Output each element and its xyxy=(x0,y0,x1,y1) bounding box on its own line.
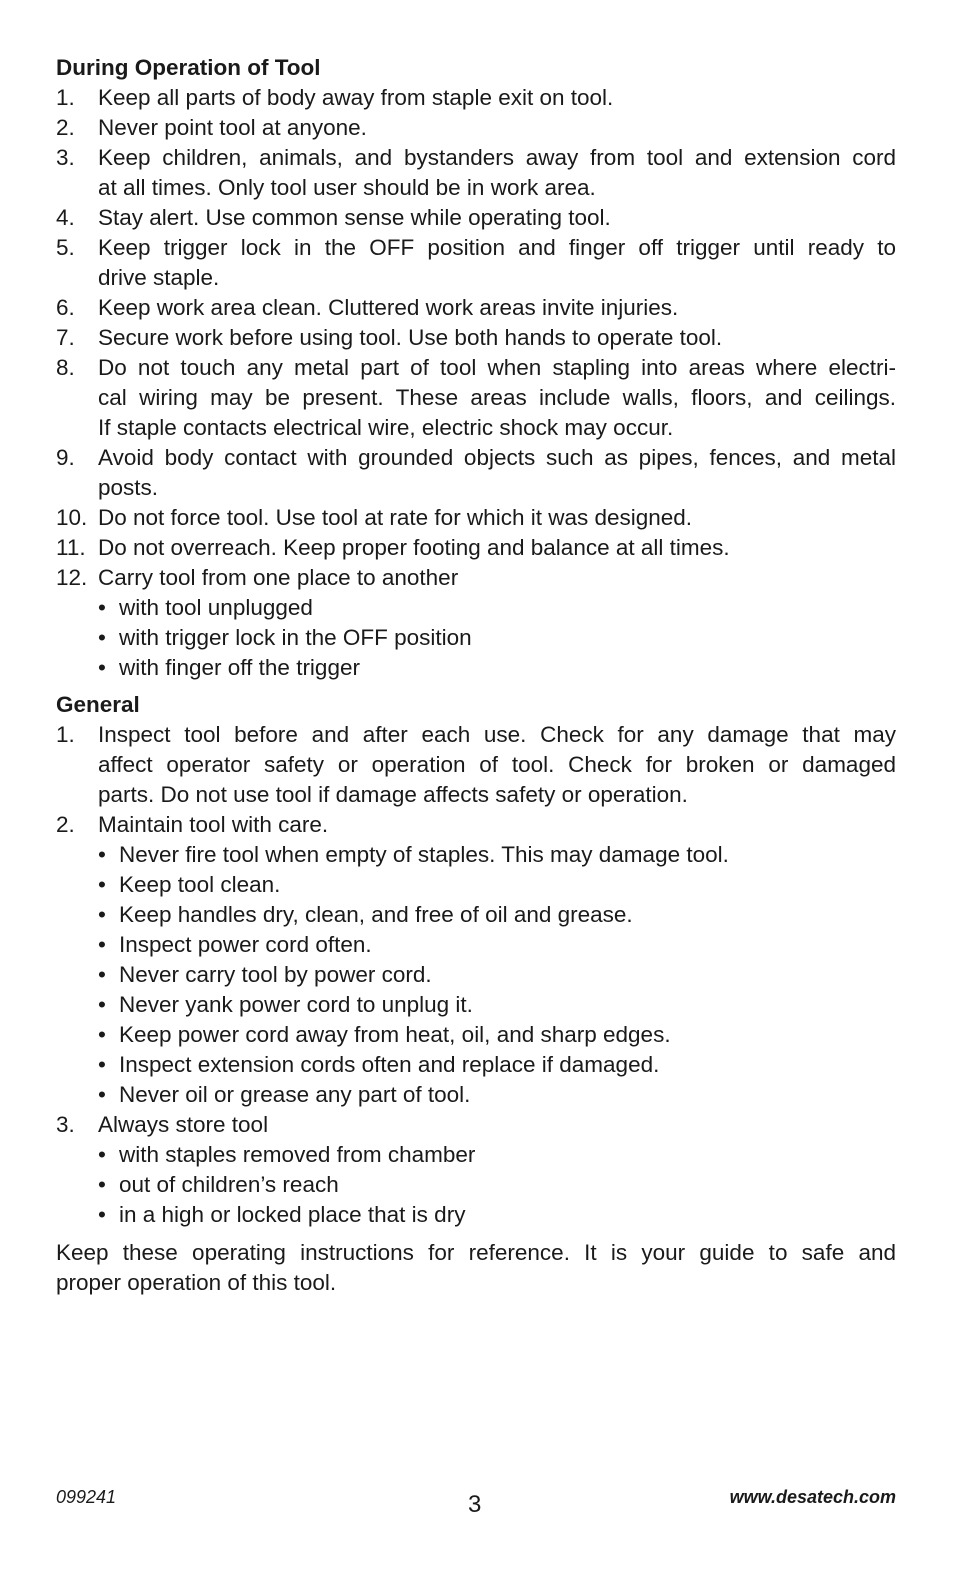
bullet-item: with tool unplugged xyxy=(119,595,313,620)
bullet-icon: • xyxy=(98,1052,106,1077)
bullet-icon: • xyxy=(98,842,106,867)
list-item-text: Always store tool xyxy=(98,1112,269,1137)
list-item-number: 2. xyxy=(56,115,75,140)
bullet-item: with finger off the trigger xyxy=(119,655,360,680)
list-item-number: 12. xyxy=(56,565,88,590)
list-item-text: If staple contacts electrical wire, electric shock may occur. xyxy=(98,415,674,440)
list-item-text: Carry tool from one place to another xyxy=(98,565,459,590)
bullet-item: Never carry tool by power cord. xyxy=(119,962,432,987)
list-item-text: posts. xyxy=(98,475,159,500)
bullet-icon: • xyxy=(98,1202,106,1227)
bullet-item: in a high or locked place that is dry xyxy=(119,1202,466,1227)
bullet-icon: • xyxy=(98,655,106,680)
bullet-item: with staples removed from chamber xyxy=(119,1142,476,1167)
bullet-icon: • xyxy=(98,992,106,1017)
bullet-item: Keep handles dry, clean, and free of oil and grease. xyxy=(119,902,633,927)
list-item-text: Avoid body contact with grounded objects such as pipes, fences, and metal xyxy=(98,445,896,470)
list-item-number: 2. xyxy=(56,812,75,837)
bullet-item: Keep power cord away from heat, oil, and sharp edges. xyxy=(119,1022,671,1047)
list-item-text: Do not force tool. Use tool at rate for which it was designed. xyxy=(98,505,693,530)
list-item-number: 1. xyxy=(56,85,75,110)
bullet-icon: • xyxy=(98,595,106,620)
bullet-icon: • xyxy=(98,962,106,987)
list-item-text: Never point tool at anyone. xyxy=(98,115,367,140)
bullet-icon: • xyxy=(98,872,106,897)
list-item-text: Maintain tool with care. xyxy=(98,812,329,837)
bullet-item: Inspect extension cords often and replace if damaged. xyxy=(119,1052,660,1077)
list-item-text: cal wiring may be present. These areas include walls, floors, and ceilings. xyxy=(98,385,896,410)
bullet-icon: • xyxy=(98,932,106,957)
bullet-icon: • xyxy=(98,625,106,650)
list-item-text: Keep trigger lock in the OFF position and finger off trigger until ready to xyxy=(98,235,896,260)
list-item-number: 10. xyxy=(56,505,88,530)
bullet-icon: • xyxy=(98,1022,106,1047)
list-item-text: Keep work area clean. Cluttered work areas invite injuries. xyxy=(98,295,679,320)
list-item-number: 3. xyxy=(56,145,75,170)
list-item-number: 3. xyxy=(56,1112,75,1137)
list-item-number: 4. xyxy=(56,205,75,230)
list-item-number: 5. xyxy=(56,235,75,260)
list-item-number: 9. xyxy=(56,445,75,470)
bullet-item: with trigger lock in the OFF position xyxy=(119,625,472,650)
list-item-text: Secure work before using tool. Use both hands to operate tool. xyxy=(98,325,723,350)
list-item-text: Inspect tool before and after each use. Check for any damage that may xyxy=(98,722,896,747)
bullet-item: out of children’s reach xyxy=(119,1172,339,1197)
bullet-item: Never yank power cord to unplug it. xyxy=(119,992,473,1017)
list-item-text: parts. Do not use tool if damage affects safety or operation. xyxy=(98,782,688,807)
list-item-number: 7. xyxy=(56,325,75,350)
list-item-text: Do not overreach. Keep proper footing and balance at all times. xyxy=(98,535,730,560)
page-number: 3 xyxy=(468,1491,482,1518)
list-item-number: 1. xyxy=(56,722,75,747)
list-item-text: Stay alert. Use common sense while operating tool. xyxy=(98,205,611,230)
bullet-item: Keep tool clean. xyxy=(119,872,281,897)
bullet-icon: • xyxy=(98,902,106,927)
bullet-item: Never oil or grease any part of tool. xyxy=(119,1082,471,1107)
bullet-icon: • xyxy=(98,1082,106,1107)
list-item-text: affect operator safety or operation of tool. Check for broken or damaged xyxy=(98,752,896,777)
section-heading-operation: During Operation of Tool xyxy=(56,55,321,80)
list-item-number: 8. xyxy=(56,355,75,380)
list-item-number: 11. xyxy=(56,535,86,560)
bullet-icon: • xyxy=(98,1142,106,1167)
list-item-text: Keep children, animals, and bystanders away from tool and extension cord xyxy=(98,145,896,170)
section-heading-general: General xyxy=(56,692,140,717)
bullet-icon: • xyxy=(98,1172,106,1197)
website-url: www.desatech.com xyxy=(729,1487,896,1507)
closing-paragraph-line: Keep these operating instructions for reference. It is your guide to safe and xyxy=(56,1240,896,1265)
list-item-text: at all times. Only tool user should be in work area. xyxy=(98,175,596,200)
list-item-number: 6. xyxy=(56,295,75,320)
bullet-item: Never fire tool when empty of staples. This may damage tool. xyxy=(119,842,729,867)
list-item-text: Do not touch any metal part of tool when stapling into areas where electri- xyxy=(98,355,896,380)
list-item-text: drive staple. xyxy=(98,265,220,290)
closing-paragraph-line: proper operation of this tool. xyxy=(56,1270,337,1295)
bullet-item: Inspect power cord often. xyxy=(119,932,372,957)
document-code: 099241 xyxy=(56,1487,117,1507)
list-item-text: Keep all parts of body away from staple exit on tool. xyxy=(98,85,614,110)
